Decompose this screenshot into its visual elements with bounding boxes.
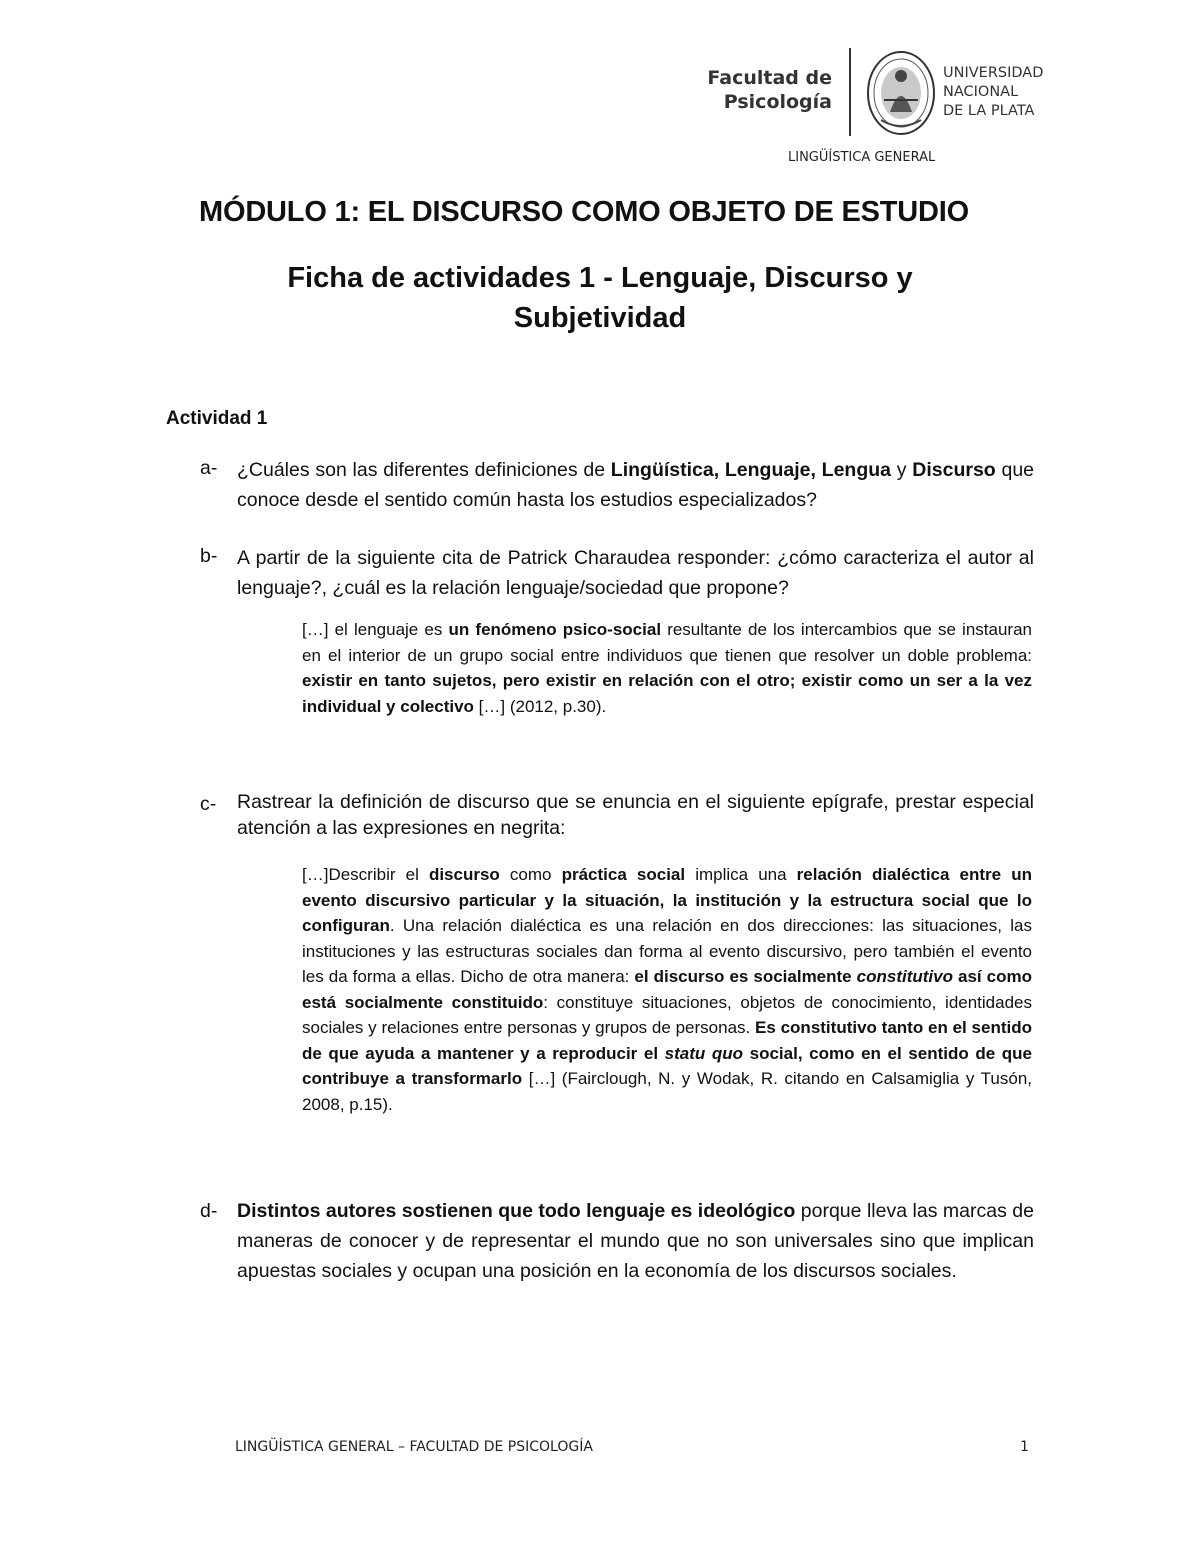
item-letter-a: a- xyxy=(200,457,218,479)
item-text-b xyxy=(237,543,1034,603)
text-run: Rastrear la definición de discurso que se enuncia en el siguiente epígrafe, prestar especial atención a las expresiones en negrita: xyxy=(237,791,1034,839)
text-run: como xyxy=(499,865,562,884)
sheet-title-line2: Subjetividad xyxy=(513,302,687,334)
module-title: MÓDULO 1: EL DISCURSO COMO OBJETO DE ESTUDIO xyxy=(199,196,969,228)
text-run: relación dialéctica entre un evento discursivo particular y la situación, la institución y la estructura social que lo configuran xyxy=(302,865,1032,935)
item-letter-c: c- xyxy=(200,793,217,815)
text-run: […] (2012, p.30). xyxy=(473,696,607,716)
item-letter-d: d- xyxy=(200,1200,218,1222)
text-run: Lingüística, Lenguaje, Lengua xyxy=(610,459,891,481)
item-text-d xyxy=(237,1196,1034,1286)
text-run: un fenómeno psico-social xyxy=(448,620,662,639)
text-run: social, como en el sentido de que contribuye a transformarlo xyxy=(302,1043,1032,1088)
text-run: […] el lenguaje es xyxy=(302,620,449,639)
text-run: resultante de los intercambios que se instauran en el interior de un grupo social entre individuos que tienen que resolver un doble problema: xyxy=(302,620,1032,665)
university-name-line3: DE LA PLATA xyxy=(943,103,1035,119)
faculty-name-line1: Facultad de xyxy=(707,67,832,89)
item-text-c xyxy=(237,789,1034,841)
sheet-title xyxy=(200,258,1000,338)
text-run: y xyxy=(891,459,913,481)
text-run: así como está socialmente constituido xyxy=(302,967,1032,1012)
course-name-header: LINGÜÍSTICA GENERAL xyxy=(788,150,936,165)
page-number: 1 xyxy=(1020,1439,1029,1455)
item-text-a xyxy=(237,455,1034,515)
faculty-name-line2: Psicología xyxy=(723,91,832,113)
faculty-name xyxy=(700,66,832,114)
item-letter-b: b- xyxy=(200,545,218,567)
quote-b xyxy=(302,617,1032,719)
text-run: constitutivo xyxy=(856,967,953,986)
text-run: : constituye situaciones, objetos de conocimiento, identidades sociales y relaciones entre personas y grupos de personas. xyxy=(302,992,1032,1037)
text-run: implica una xyxy=(685,865,797,884)
text-run: el discurso es socialmente xyxy=(634,967,857,986)
quote-c xyxy=(302,862,1032,1117)
text-run: . Una relación dialéctica es una relación en dos direcciones: las situaciones, las instituciones y las estructuras sociales dan forma al evento discursivo, pero también el evento les da forma a ellas. Dicho de otra manera: xyxy=(302,916,1032,986)
text-run: A partir de la siguiente cita de Patrick Charaudea responder: ¿cómo caracteriza el autor al lenguaje?, ¿cuál es la relación lenguaje/sociedad que propone? xyxy=(237,547,1034,599)
footer-text: LINGÜÍSTICA GENERAL – FACULTAD DE PSICOLOGÍA xyxy=(235,1439,593,1455)
university-name-line1: UNIVERSIDAD xyxy=(943,65,1044,81)
text-run: Distintos autores sostienen que todo lenguaje es ideológico xyxy=(237,1200,796,1222)
activity-title: Actividad 1 xyxy=(166,408,268,429)
text-run: ¿Cuáles son las diferentes definiciones de xyxy=(237,459,611,481)
text-run: que conoce desde el sentido común hasta los estudios especializados? xyxy=(237,459,1035,511)
university-name xyxy=(943,64,1043,121)
text-run: porque lleva las marcas de maneras de conocer y de representar el mundo que no son universales sino que implican apuestas sociales y ocupan una posición en la economía de los discursos sociales. xyxy=(237,1200,1034,1282)
university-seal-icon xyxy=(866,50,936,136)
header-divider xyxy=(849,48,851,136)
sheet-title-line1: Ficha de actividades 1 - Lenguaje, Discurso y xyxy=(287,262,913,294)
text-run: Discurso xyxy=(912,459,996,481)
university-name-line2: NACIONAL xyxy=(943,84,1019,100)
text-run: existir en tanto sujetos, pero existir en relación con el otro; existir como un ser a la vez individual y colectivo xyxy=(302,671,1032,716)
text-run: discurso xyxy=(428,865,500,884)
text-run: […] (Fairclough, N. y Wodak, R. citando en Calsamiglia y Tusón, 2008, p.15). xyxy=(302,1069,1032,1114)
text-run: […]Describir el xyxy=(302,865,429,884)
text-run: statu quo xyxy=(664,1043,744,1063)
text-run: práctica social xyxy=(561,865,686,884)
text-run: Es constitutivo tanto en el sentido de que ayuda a mantener y a reproducir el xyxy=(302,1018,1032,1063)
